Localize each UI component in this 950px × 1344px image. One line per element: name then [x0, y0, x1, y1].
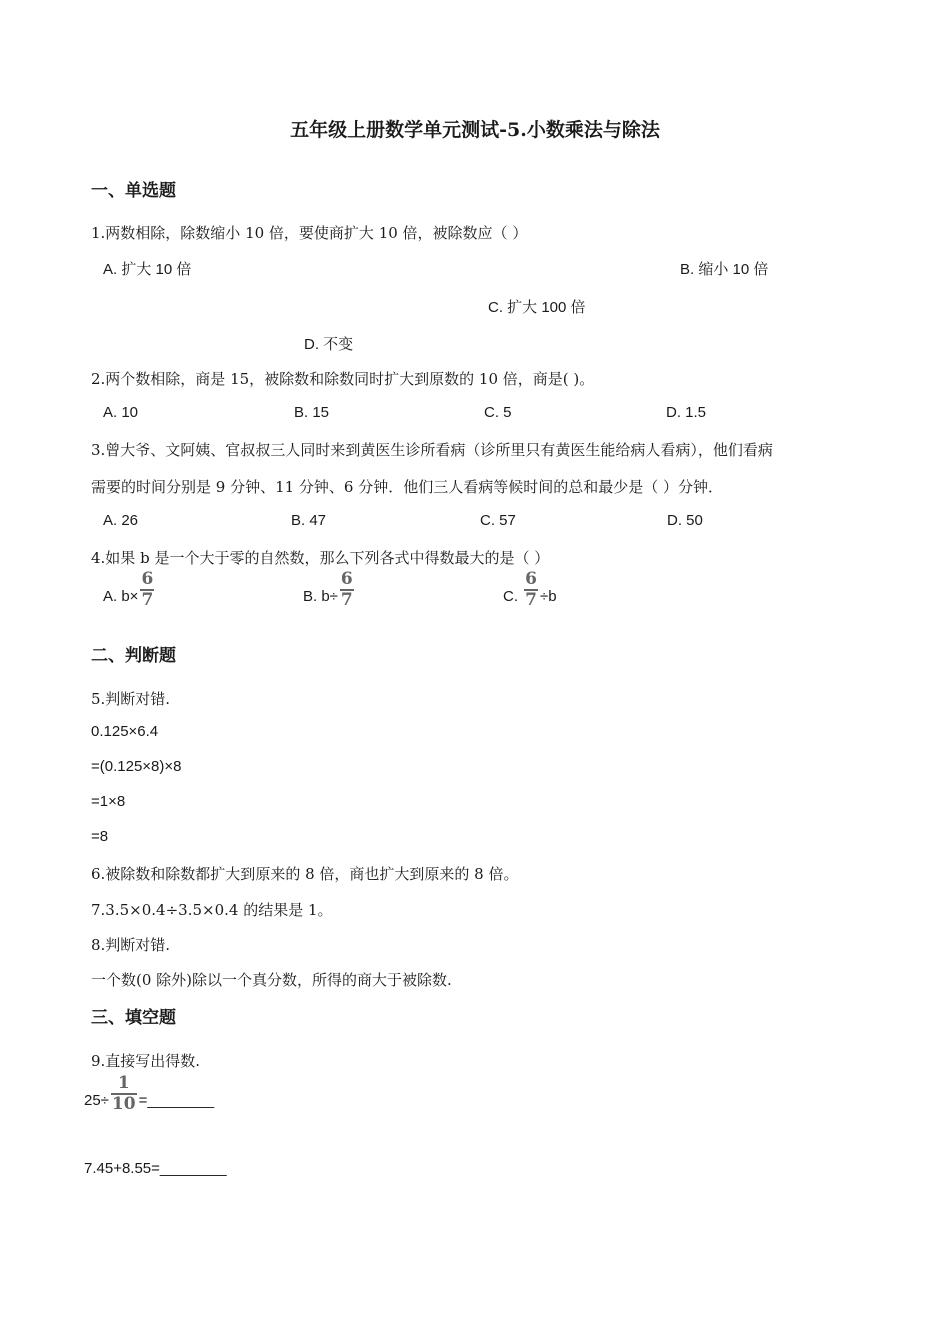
- expression-1-prefix: 25÷: [84, 1091, 109, 1109]
- question-6-stem: 6.被除数和除数都扩大到原来的 8 倍，商也扩大到原来的 8 倍。: [91, 865, 519, 883]
- question-4-option-c[interactable]: [503, 569, 557, 616]
- question-5-stem: 5.判断对错.: [91, 690, 171, 708]
- question-2-option-b[interactable]: B. 15: [294, 404, 330, 421]
- fraction-denominator: 10: [111, 1094, 136, 1114]
- question-3-option-c[interactable]: C. 57: [480, 512, 516, 529]
- question-2-option-d[interactable]: D. 1.5: [666, 404, 707, 421]
- fraction-one-tenth: [111, 1075, 137, 1113]
- question-2-stem: 2.两个数相除，商是 15，被除数和除数同时扩大到原数的 10 倍，商是( )。: [91, 370, 595, 388]
- question-9-stem: 9.直接写出得数.: [91, 1052, 201, 1070]
- option-c-label: C.: [503, 587, 518, 605]
- question-5-step-2: =(0.125×8)×8: [91, 758, 182, 775]
- question-9-expression-1: [84, 1073, 215, 1120]
- question-5-step-3: =1×8: [91, 793, 126, 810]
- section-heading-single-choice: 一、单选题: [91, 181, 176, 201]
- section-heading-true-false: 二、判断题: [91, 646, 176, 666]
- question-5-step-1: 0.125×6.4: [91, 723, 159, 740]
- fraction-numerator: 6: [141, 569, 154, 589]
- question-3-option-a[interactable]: A. 26: [103, 512, 139, 529]
- question-8-stem: 8.判断对错.: [91, 936, 171, 954]
- question-3-option-b[interactable]: B. 47: [291, 512, 327, 529]
- option-b-label: B. b÷: [303, 587, 338, 605]
- option-a-label: A. b×: [103, 587, 139, 605]
- question-1-option-c[interactable]: C. 扩大 100 倍: [488, 299, 586, 316]
- question-5-step-4: =8: [91, 828, 109, 845]
- question-2-option-c[interactable]: C. 5: [484, 404, 512, 421]
- section-heading-fill-blank: 三、填空题: [91, 1008, 176, 1028]
- question-2-option-a[interactable]: A. 10: [103, 404, 139, 421]
- question-1-option-a[interactable]: A. 扩大 10 倍: [103, 261, 192, 278]
- fraction-six-sevenths: [140, 571, 154, 609]
- question-4-stem: 4.如果 b 是一个大于零的自然数，那么下列各式中得数最大的是（ ）: [91, 549, 550, 567]
- question-8-statement: 一个数(0 除外)除以一个真分数，所得的商大于被除数.: [91, 971, 452, 989]
- page-title: 五年级上册数学单元测试-5.小数乘法与除法: [290, 119, 660, 141]
- fraction-numerator: 6: [525, 569, 538, 589]
- question-3-option-d[interactable]: D. 50: [667, 512, 703, 529]
- answer-blank-1[interactable]: =________: [138, 1091, 215, 1109]
- fraction-numerator: 6: [340, 569, 353, 589]
- question-4-option-b[interactable]: [303, 569, 356, 616]
- question-9-expression-2[interactable]: 7.45+8.55=________: [84, 1160, 227, 1177]
- fraction-six-sevenths: [340, 571, 354, 609]
- question-3-line-1: 3.曾大爷、文阿姨、官叔叔三人同时来到黄医生诊所看病（诊所里只有黄医生能给病人看病），他们看病: [91, 441, 773, 459]
- fraction-numerator: 1: [117, 1073, 130, 1093]
- question-4-option-a[interactable]: [103, 569, 156, 616]
- fraction-denominator: 7: [340, 590, 353, 610]
- fraction-denominator: 7: [525, 590, 538, 610]
- option-c-suffix: ÷b: [540, 587, 557, 605]
- question-3-line-2: 需要的时间分别是 9 分钟、11 分钟、6 分钟．他们三人看病等候时间的总和最少是（ ）分钟．: [91, 478, 724, 496]
- question-1-option-d[interactable]: D. 不变: [304, 336, 354, 353]
- fraction-six-sevenths: [524, 571, 538, 609]
- question-1-option-b[interactable]: B. 缩小 10 倍: [680, 261, 769, 278]
- question-1-stem: 1.两数相除，除数缩小 10 倍，要使商扩大 10 倍，被除数应（ ）: [91, 224, 528, 242]
- fraction-denominator: 7: [141, 590, 154, 610]
- question-7-stem: 7.3.5×0.4÷3.5×0.4 的结果是 1。: [91, 901, 333, 919]
